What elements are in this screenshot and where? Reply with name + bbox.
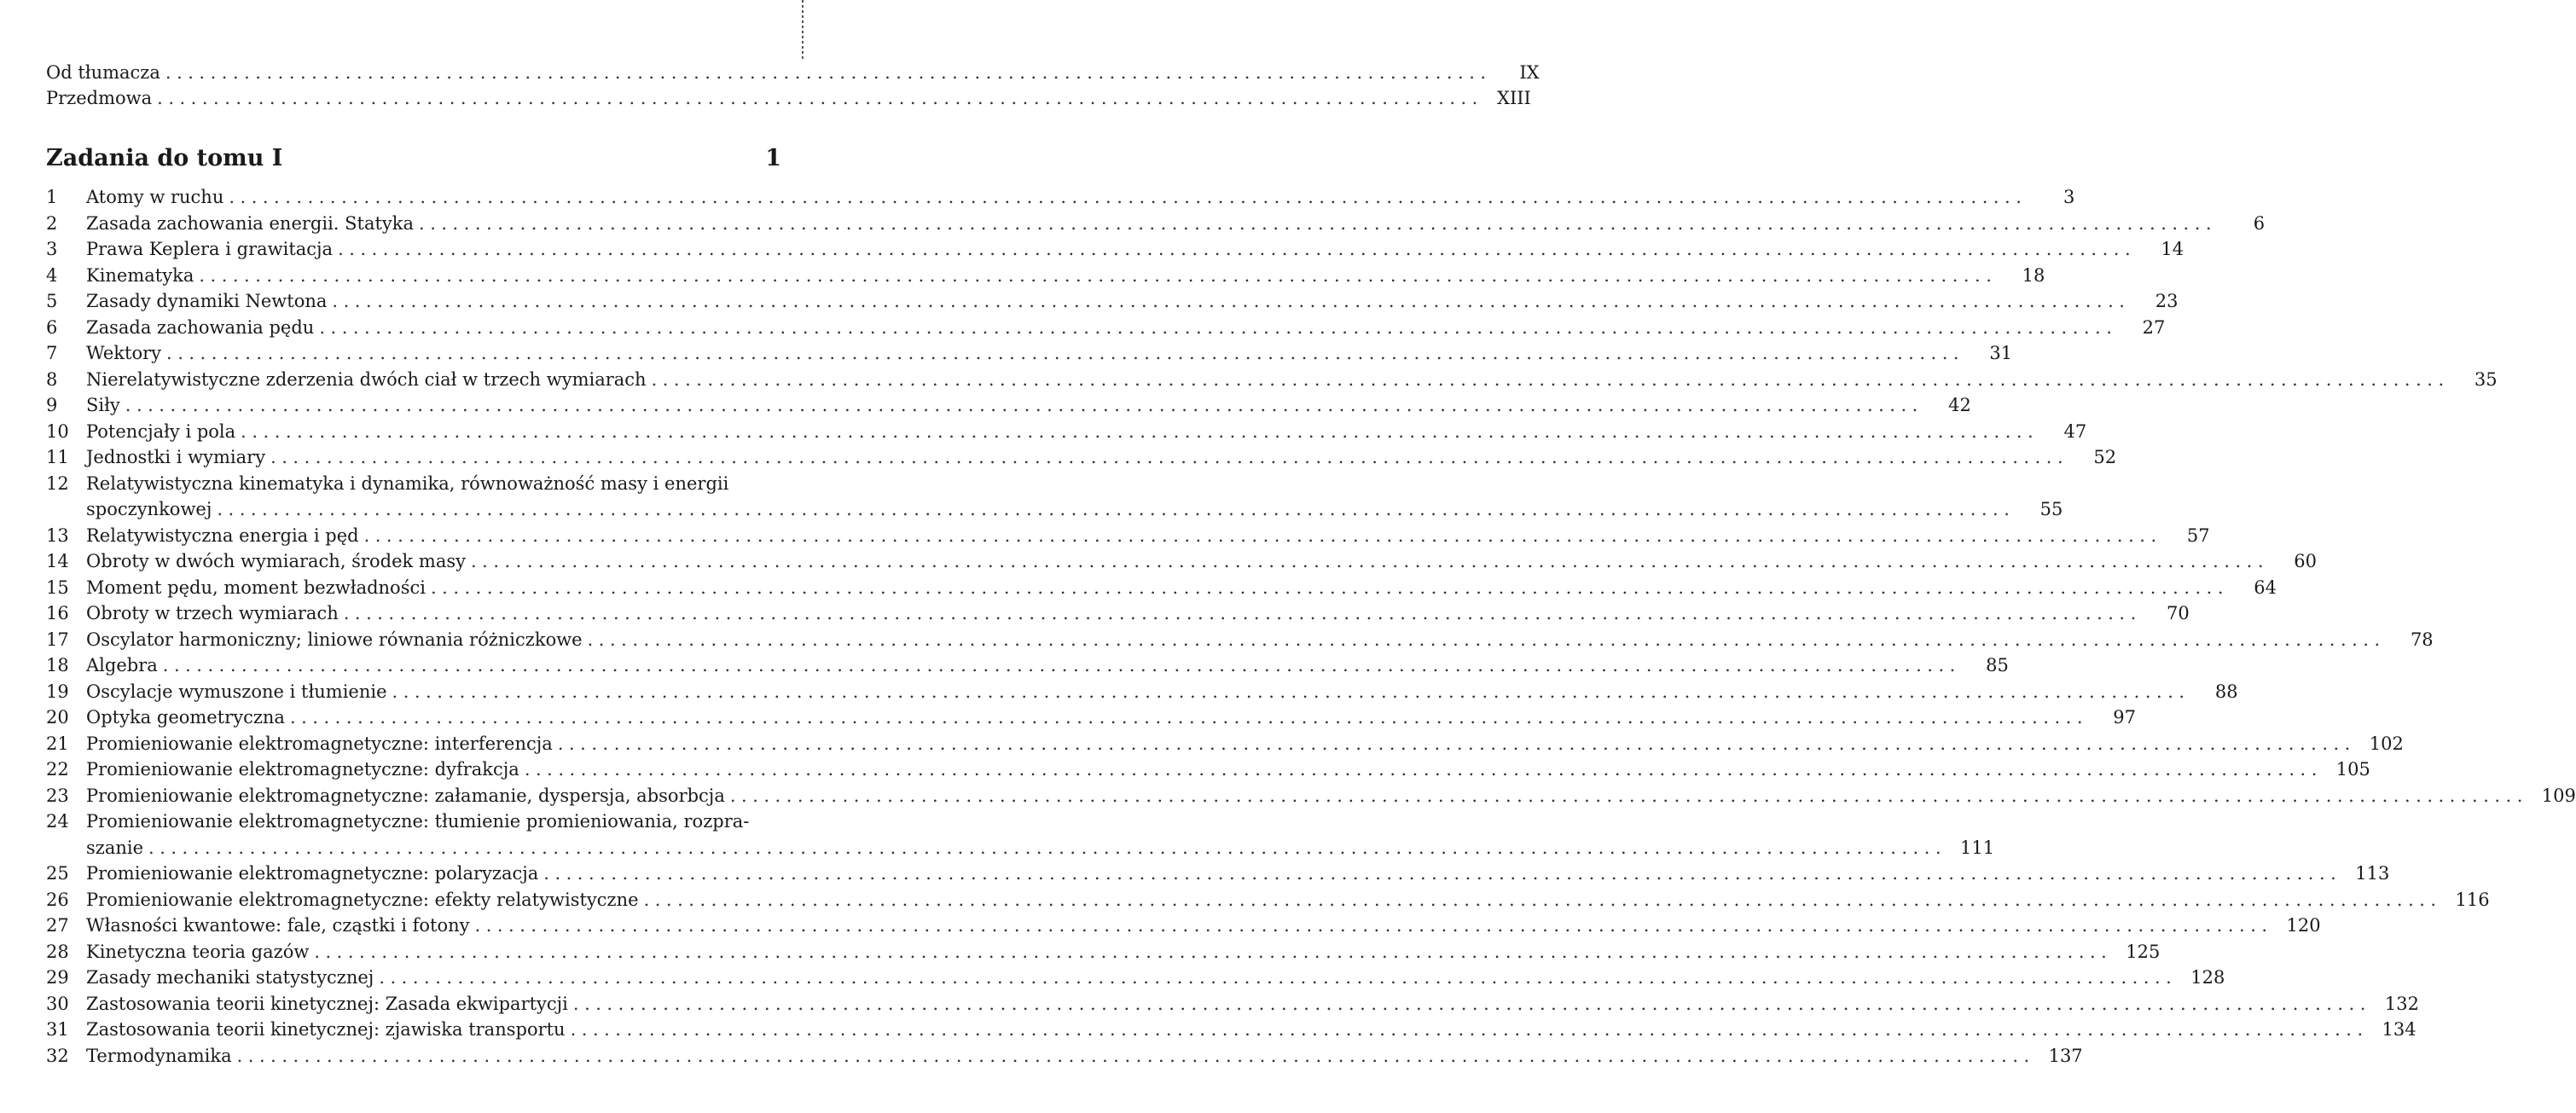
toc-entry-title: Oscylator harmoniczny; liniowe równania różniczkowe <box>86 629 583 650</box>
toc-entry[interactable] <box>46 236 2184 263</box>
toc-entry-continuation[interactable] <box>46 496 2063 523</box>
toc-entry-title: Kinetyczna teoria gazów <box>86 941 310 962</box>
leader-dots: ................................................................................................................................................................ <box>314 941 2113 962</box>
toc-entry-page: 47 <box>2063 420 2087 442</box>
toc-entry-title: Promieniowanie elektromagnetyczne: polaryzacja <box>86 863 539 884</box>
toc-entry-page: XIII <box>1497 88 1531 108</box>
toc-entry-number: 23 <box>46 785 69 806</box>
toc-entry-number: 19 <box>46 681 69 702</box>
toc-entry-title: Promieniowanie elektromagnetyczne: interferencja <box>86 733 553 754</box>
leader-dots: ................................................................................................................................................................ <box>332 291 2131 311</box>
toc-entry-title: Algebra <box>86 655 158 675</box>
leader-dots: ................................................................................................................................................................ <box>643 889 2442 910</box>
toc-entry-page: 52 <box>2093 447 2117 467</box>
toc-entry-page: 55 <box>2039 499 2063 519</box>
toc-entry[interactable] <box>46 809 781 835</box>
leader-dots: ................................................................................................................................................................ <box>570 1019 2369 1040</box>
toc-entry-continuation[interactable] <box>46 835 1995 861</box>
leader-dots: ................................................................................................................................................................ <box>125 395 1923 415</box>
toc-entry[interactable] <box>46 367 2498 393</box>
toc-entry[interactable] <box>46 263 2045 289</box>
toc-entry[interactable] <box>46 783 2576 809</box>
toc-entry[interactable] <box>46 184 2075 211</box>
toc-entry-number: 8 <box>46 368 58 390</box>
toc-entry-number: 15 <box>46 577 69 598</box>
toc-entry-title: Relatywistyczna kinematyka i dynamika, równoważność masy i energii <box>86 472 729 494</box>
front-matter <box>46 60 1540 111</box>
toc-entry-page: 116 <box>2455 889 2490 910</box>
toc-entry[interactable] <box>46 913 2321 939</box>
toc-entry-number: 20 <box>46 707 69 728</box>
toc-entry[interactable] <box>46 211 2266 237</box>
leader-dots: ................................................................................................................................................................ <box>419 212 2218 234</box>
toc-entry-title: Zasada zachowania energii. Statyka <box>86 212 415 234</box>
toc-entry-number: 16 <box>46 603 69 623</box>
toc-entry[interactable] <box>46 419 2087 445</box>
toc-entry-page: 23 <box>2155 291 2179 311</box>
toc-entry-title: Zasady mechaniki statystycznej <box>86 967 374 988</box>
toc-entry-title: Obroty w trzech wymiarach <box>86 603 339 623</box>
toc-entry[interactable] <box>46 1043 2083 1070</box>
table-of-contents <box>46 60 2576 1069</box>
toc-entry[interactable] <box>46 861 2390 887</box>
leader-dots: ................................................................................................................................................................ <box>474 915 2273 936</box>
toc-entry-number: 25 <box>46 863 69 884</box>
toc-entry-page: 109 <box>2541 785 2576 806</box>
toc-entry-title: Zasada zachowania pędu <box>86 316 315 338</box>
toc-entry[interactable] <box>46 548 2318 575</box>
toc-entry-number: 27 <box>46 915 69 936</box>
toc-entry-title: Termodynamika <box>86 1045 232 1066</box>
toc-entry-title: Kinematyka <box>86 264 194 286</box>
toc-entry[interactable] <box>46 600 2190 627</box>
toc-entry-title: Wektory <box>86 343 162 363</box>
toc-entry[interactable] <box>46 523 2210 549</box>
leader-dots: ................................................................................................................................................................ <box>199 264 1998 286</box>
toc-entry[interactable] <box>46 965 2225 991</box>
toc-entry-number: 30 <box>46 993 69 1014</box>
toc-entry-title: Od tłumacza <box>46 62 160 83</box>
leader-dots: ................................................................................................................................................................ <box>729 785 2528 806</box>
toc-entry-number: 11 <box>46 447 69 467</box>
toc-entry-translator-note[interactable] <box>46 60 1540 85</box>
section-page: 1 <box>765 145 781 171</box>
toc-entry[interactable] <box>46 471 781 497</box>
toc-entry-page: 6 <box>2253 212 2266 234</box>
toc-entry-number: 26 <box>46 889 69 910</box>
toc-entry-page: 85 <box>1986 655 2009 675</box>
toc-entry[interactable] <box>46 704 2136 731</box>
leader-dots: ................................................................................................................................................................ <box>148 837 1947 858</box>
toc-entry-preface[interactable] <box>46 85 1531 111</box>
toc-entry-number: 13 <box>46 525 69 546</box>
toc-entry-page: 35 <box>2474 368 2498 390</box>
toc-entry[interactable] <box>46 991 2419 1017</box>
leader-dots: ................................................................................................................................................................ <box>557 733 2356 754</box>
leader-dots: ................................................................................................................................................................ <box>319 316 2118 338</box>
toc-entry[interactable] <box>46 887 2490 913</box>
toc-entry[interactable] <box>46 575 2277 601</box>
toc-entry[interactable] <box>46 756 2370 783</box>
toc-entry-title: Atomy w ruchu <box>86 187 224 207</box>
leader-dots: ................................................................................................................................................................ <box>217 499 2016 519</box>
toc-entry-title: Nierelatywistyczne zderzenia dwóch ciał w trzech wymiarach <box>86 368 647 390</box>
toc-entry-number: 10 <box>46 420 69 442</box>
toc-entry-page: 120 <box>2286 915 2321 936</box>
leader-dots: ................................................................................................................................................................ <box>572 993 2371 1014</box>
toc-entry-page: 113 <box>2355 863 2390 884</box>
toc-entry[interactable] <box>46 679 2238 705</box>
toc-entry-title: Optyka geometryczna <box>86 707 285 728</box>
toc-entry-number: 22 <box>46 759 69 780</box>
toc-entry-page: 134 <box>2382 1019 2416 1040</box>
toc-entry-page: 42 <box>1948 395 1971 415</box>
toc-entry-number: 3 <box>46 239 58 259</box>
toc-entry-number: 2 <box>46 212 58 234</box>
toc-entry-title: Promieniowanie elektromagnetyczne: tłumienie promieniowania, rozpra- <box>86 811 750 832</box>
toc-entry-page: 97 <box>2113 707 2136 728</box>
toc-entry-title: Promieniowanie elektromagnetyczne: efekty relatywistyczne <box>86 889 639 910</box>
toc-entry[interactable] <box>46 939 2161 965</box>
leader-dots: ................................................................................................................................................................ <box>363 525 2162 546</box>
leader-dots: ................................................................................................................................................................ <box>289 707 2088 728</box>
toc-entry-title: Prawa Keplera i grawitacja <box>86 239 334 259</box>
toc-entry-page: 14 <box>2161 239 2184 259</box>
toc-entry-number: 17 <box>46 629 69 650</box>
toc-entry-title-continuation: spoczynkowej <box>86 499 212 519</box>
toc-entry[interactable] <box>46 652 2009 679</box>
leader-dots: ................................................................................................................................................................ <box>166 343 1965 363</box>
leader-dots: ................................................................................................................................................................ <box>392 681 2190 702</box>
leader-dots: ................................................................................................................................................................ <box>379 967 2178 988</box>
toc-entry-page: 78 <box>2410 629 2434 650</box>
chapter-list <box>46 184 2576 1069</box>
page-edge-mark <box>802 0 804 61</box>
toc-entry-page: 18 <box>2022 264 2045 286</box>
toc-entry-number: 7 <box>46 343 58 363</box>
toc-entry-title: Obroty w dwóch wymiarach, środek masy <box>86 551 466 571</box>
toc-entry-title: Własności kwantowe: fale, cząstki i fotony <box>86 915 470 936</box>
leader-dots: ................................................................................................................................................................ <box>651 368 2450 390</box>
toc-entry-number: 18 <box>46 655 69 675</box>
toc-entry-number: 1 <box>46 187 58 207</box>
toc-entry[interactable] <box>46 627 2434 653</box>
toc-entry-number: 28 <box>46 941 69 962</box>
toc-entry[interactable] <box>46 315 2166 341</box>
leader-dots: ................................................................................................................................................................ <box>270 447 2069 467</box>
toc-entry-title: Relatywistyczna energia i pęd <box>86 525 359 546</box>
toc-entry-page: 27 <box>2142 316 2166 338</box>
leader-dots: ................................................................................................................................................................ <box>430 577 2230 598</box>
toc-entry-title: Promieniowanie elektromagnetyczne: załamanie, dyspersja, absorbcja <box>86 785 725 806</box>
leader-dots: ................................................................................................................................................................ <box>236 1045 2035 1066</box>
toc-entry-page: 3 <box>2063 187 2075 207</box>
toc-entry[interactable] <box>46 392 1971 419</box>
leader-dots: ................................................................................................................................................................ <box>587 629 2386 650</box>
toc-entry[interactable] <box>46 340 2013 367</box>
toc-entry-title-continuation: szanie <box>86 837 144 858</box>
toc-entry-number: 4 <box>46 264 58 286</box>
toc-entry-title: Jednostki i wymiary <box>86 447 266 467</box>
toc-entry-page: IX <box>1519 62 1540 83</box>
toc-entry-number: 31 <box>46 1019 69 1040</box>
toc-entry-page: 105 <box>2335 759 2370 780</box>
toc-entry-page: 137 <box>2048 1045 2083 1066</box>
toc-entry-page: 31 <box>1989 343 2013 363</box>
toc-entry-page: 132 <box>2384 993 2419 1014</box>
toc-entry-page: 102 <box>2369 733 2404 754</box>
toc-entry-page: 64 <box>2254 577 2277 598</box>
leader-dots: ................................................................................................................................................................ <box>162 655 1961 675</box>
leader-dots: ................................................................................................................................................................ <box>543 863 2342 884</box>
toc-entry-title: Zastosowania teorii kinetycznej: zjawiska transportu <box>86 1019 566 1040</box>
leader-dots: ................................................................................................................................................................ <box>470 551 2270 571</box>
toc-entry[interactable] <box>46 444 2117 471</box>
leader-dots: ................................................................................................................................................................ <box>524 759 2323 780</box>
toc-entry-number: 6 <box>46 316 58 338</box>
toc-entry-number: 14 <box>46 551 69 571</box>
section-title: Zadania do tomu I <box>46 145 283 171</box>
toc-entry-number: 9 <box>46 395 58 415</box>
leader-dots: ................................................................................................................................................................ <box>241 420 2039 442</box>
toc-entry-title: Zasady dynamiki Newtona <box>86 291 328 311</box>
toc-entry-page: 70 <box>2167 603 2190 623</box>
toc-entry-page: 128 <box>2190 967 2225 988</box>
toc-entry-number: 21 <box>46 733 69 754</box>
toc-entry[interactable] <box>46 288 2179 315</box>
toc-entry-page: 57 <box>2186 525 2210 546</box>
toc-entry-page: 60 <box>2294 551 2318 571</box>
leader-dots: ...................................................................................................................... <box>157 88 1483 108</box>
toc-entry[interactable] <box>46 1017 2416 1043</box>
leader-dots: ................................................................................................................................................................ <box>343 603 2142 623</box>
section-heading[interactable] <box>46 145 781 176</box>
toc-entry-title: Potencjały i pola <box>86 420 236 442</box>
toc-entry-title: Moment pędu, moment bezwładności <box>86 577 426 598</box>
toc-entry-title: Promieniowanie elektromagnetyczne: dyfrakcja <box>86 759 519 780</box>
toc-entry-number: 12 <box>46 472 69 494</box>
toc-entry[interactable] <box>46 731 2404 757</box>
toc-entry-number: 32 <box>46 1045 69 1066</box>
leader-dots: ................................................................................................................................................................ <box>229 187 2028 207</box>
toc-entry-number: 29 <box>46 967 69 988</box>
toc-entry-page: 111 <box>1959 837 1995 858</box>
toc-entry-title: Przedmowa <box>46 88 153 108</box>
toc-entry-title: Oscylacje wymuszone i tłumienie <box>86 681 387 702</box>
leader-dots: ...................................................................................................................... <box>165 62 1492 83</box>
toc-entry-number: 24 <box>46 811 69 832</box>
leader-dots: ................................................................................................................................................................ <box>338 239 2137 259</box>
toc-entry-title: Zastosowania teorii kinetycznej: Zasada ekwipartycji <box>86 993 568 1014</box>
toc-entry-page: 88 <box>2214 681 2238 702</box>
toc-entry-number: 5 <box>46 291 58 311</box>
toc-entry-page: 125 <box>2126 941 2161 962</box>
toc-entry-title: Siły <box>86 395 120 415</box>
